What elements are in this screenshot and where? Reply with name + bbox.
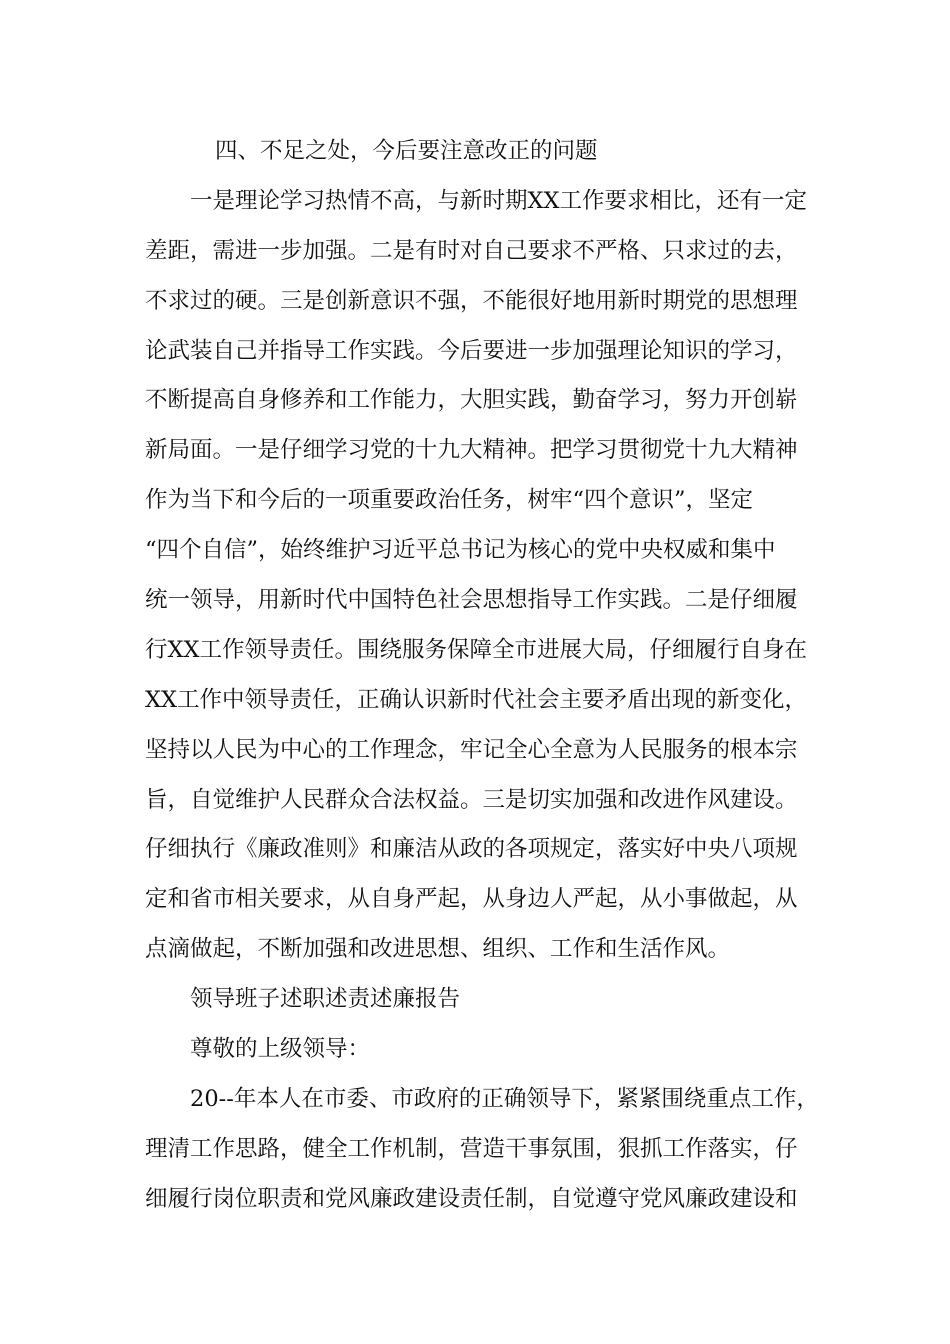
paragraph-line: 一是理论学习热情不高，与新时期XX工作要求相比，还有一定 bbox=[190, 188, 808, 214]
salutation: 尊敬的上级领导： bbox=[190, 1036, 371, 1062]
paragraph-line: 统一领导，用新时代中国特色社会思想指导工作实践。二是仔细履 bbox=[145, 587, 798, 613]
paragraph-line: 差距，需进一步加强。二是有时对自己要求不严格、只求过的去， bbox=[145, 238, 798, 264]
paragraph-line: 理清工作思路，健全工作机制，营造干事氛围，狠抓工作落实，仔 bbox=[145, 1136, 798, 1162]
paragraph-line: 仔细执行《廉政准则》和廉洁从政的各项规定，落实好中央八项规 bbox=[145, 836, 798, 862]
paragraph-line: 不断提高自身修养和工作能力，大胆实践，勤奋学习，努力开创崭 bbox=[145, 387, 798, 413]
paragraph-line: 旨，自觉维护人民群众合法权益。三是切实加强和改进作风建设。 bbox=[145, 787, 798, 813]
paragraph-line: 定和省市相关要求，从自身严起，从身边人严起，从小事做起，从 bbox=[145, 886, 798, 912]
paragraph-line: 行XX工作领导责任。围绕服务保障全市进展大局，仔细履行自身在 bbox=[145, 637, 808, 663]
paragraph-line: 坚持以人民为中心的工作理念，牢记全心全意为人民服务的根本宗 bbox=[145, 737, 798, 763]
paragraph-line: 20--年本人在市委、市政府的正确领导下，紧紧围绕重点工作， bbox=[190, 1086, 819, 1112]
paragraph-line: 论武装自己并指导工作实践。今后要进一步加强理论知识的学习， bbox=[145, 338, 798, 364]
paragraph-line: 不求过的硬。三是创新意识不强，不能很好地用新时期党的思想理 bbox=[145, 288, 798, 314]
paragraph-line: 点滴做起，不断加强和改进思想、组织、工作和生活作风。 bbox=[145, 936, 731, 962]
paragraph-line: 作为当下和今后的一项重要政治任务，树牢“四个意识”，坚定 bbox=[145, 487, 754, 513]
paragraph-line: “四个自信”，始终维护习近平总书记为核心的党中央权威和集中 bbox=[145, 537, 776, 563]
report-title: 领导班子述职述责述廉报告 bbox=[190, 986, 461, 1012]
paragraph-line: XX工作中领导责任，正确认识新时代社会主要矛盾出现的新变化， bbox=[145, 687, 808, 713]
paragraph-line: 细履行岗位职责和党风廉政建设责任制，自觉遵守党风廉政建设和 bbox=[145, 1186, 798, 1212]
section-heading: 四、不足之处，今后要注意改正的问题 bbox=[215, 138, 598, 164]
paragraph-line: 新局面。一是仔细学习党的十九大精神。把学习贯彻党十九大精神 bbox=[145, 437, 798, 463]
